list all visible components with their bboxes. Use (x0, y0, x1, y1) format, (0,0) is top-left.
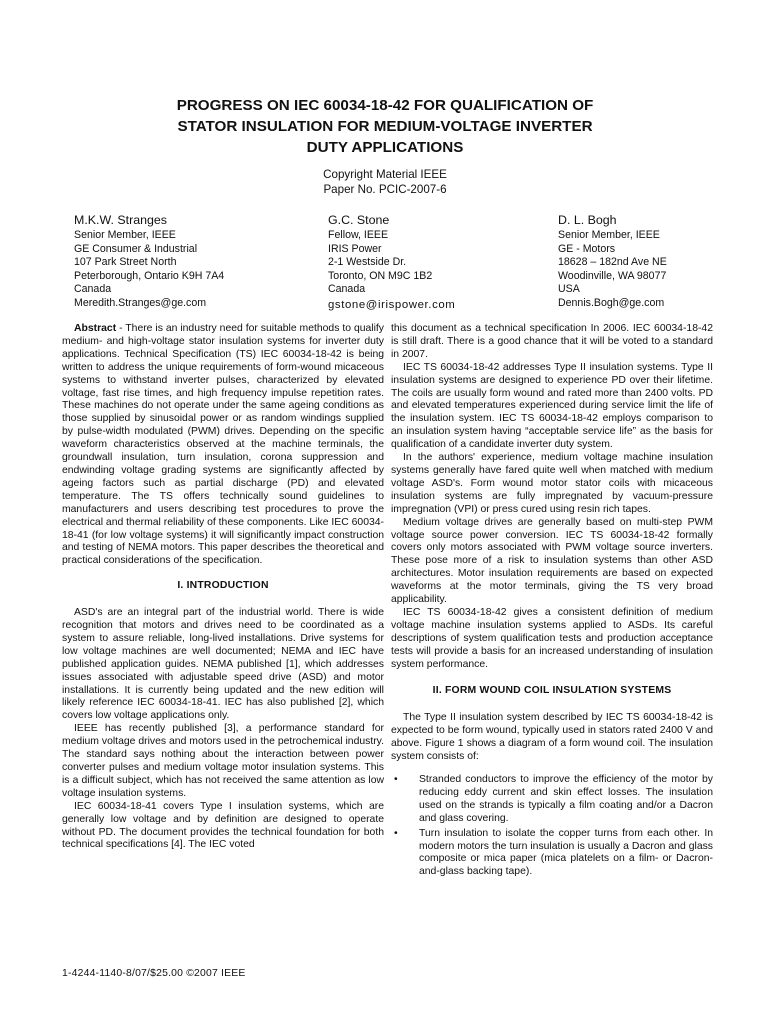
body-paragraph: Medium voltage drives are generally based on multi-step PWM voltage source power conversion. IEC TS 60034-18-42 formally covers only motors associated with PWM voltage source inverters. These pose more of a risk to insulation systems than other ASD architectures. Motor insulation requirements are based on expected waveforms at the motor terminals, giving the TS very broad applicability. (391, 516, 713, 606)
author-street: 107 Park Street North (74, 256, 177, 268)
author-email: gstone@irispower.com (328, 298, 456, 311)
body-paragraph: IEC 60034-18-41 covers Type I insulation systems, which are generally low voltage and by definition are designed to operate without PD. The document provides the technical foundation for both technical specifications [4]. The IEC voted (62, 800, 384, 851)
title-line-2: STATOR INSULATION FOR MEDIUM-VOLTAGE INVERTER (177, 118, 593, 135)
author-country: Canada (328, 283, 366, 295)
body-paragraph: ASD's are an integral part of the industrial world. There is wide recognition that motors and drives need to be coordinated as a system to assure reliable, long-lived installations. Drive systems for low voltage machines are well documented; NEMA and IEC have published application guides. NEMA published [1], which addresses issues associated with adjustable speed drive (ASD) and motor installations. It is currently being updated and the new edition will likely reference IEC 60034-18-41. IEC has also published [2], which covers low voltage applications only. (62, 607, 384, 722)
left-column (62, 323, 384, 852)
author-title: Fellow, IEEE (328, 229, 389, 241)
copyright-notice: Copyright Material IEEE (323, 168, 447, 181)
list-item-text: Turn insulation to isolate the copper turns from each other. In modern motors the turn insulation is usually a Dacron and glass composite or mica paper (mica platelets on a film- or Dacron-and-glass backing tape). (419, 827, 713, 878)
author-city: Toronto, ON M9C 1B2 (328, 269, 433, 282)
body-paragraph-continued: this document as a technical specification In 2006. IEC 60034-18-42 is still draft. There is a good chance that it will be voted to a standard in 2007. (391, 323, 713, 360)
author-bogh (558, 212, 667, 310)
body-paragraph: IEEE has recently published [3], a performance standard for medium voltage drives and motors used in the petrochemical industry. The standard says nothing about the interaction between power converter pulses and medium voltage motor insulation systems. This is a difficult subject, which has not received the same attention as low voltage insulation systems. (62, 723, 384, 799)
author-affiliation: GE Consumer & Industrial (74, 242, 198, 255)
author-name: D. L. Bogh (558, 213, 617, 227)
title-line-1: PROGRESS ON IEC 60034-18-42 FOR QUALIFICATION OF (176, 97, 594, 114)
body-paragraph: IEC TS 60034-18-42 gives a consistent definition of medium voltage machine insulation systems applied to ASDs. Its careful descriptions of system qualification tests and production acceptance tests will provide a basis for an increased understanding of insulation system performance. (391, 606, 713, 670)
bullet-icon: • (394, 827, 398, 839)
insulation-list (391, 774, 713, 879)
author-email: Dennis.Bogh@ge.com (558, 296, 665, 309)
author-country: USA (558, 283, 580, 295)
title-line-3: DUTY APPLICATIONS (306, 139, 464, 156)
author-city: Peterborough, Ontario K9H 7A4 (74, 269, 225, 282)
paper-number: Paper No. PCIC-2007-6 (323, 183, 447, 196)
author-country: Canada (74, 283, 112, 295)
abstract-text: - There is an industry need for suitable methods to qualify medium- and high-voltage stator insulation systems for inverter duty applications. Technical Specification (TS) IEC 60034-18-42 is being written to address the unique requirements of form-wound micaceous systems to withstand inverter pulses, characterized by elevated voltage, fast rise times, and high frequency impulse repetition rates. These machines do not operate under the same ageing conditions as those supplied by sinusoidal power or as random windings supplied by pulse-width modulated (PWM) drives. Depending on the specific waveform characteristics observed at the machine terminals, the groundwall insulation, turn insulation, corona suppression and endwinding voltage grading systems are significantly affected by ageing factors such as partial discharge (PD) and elevated temperature. The TS offers technically sound guidelines to manufacturers and users describing test procedures to prove the electrical and thermal reliability of these components. Like IEC 60034-18-41 (for low voltage systems) it will significantly impact construction and testing of NEMA motors. This paper describes the theoretical and practical considerations of the specification. (62, 323, 384, 567)
abstract-paragraph (62, 323, 384, 568)
list-item (391, 828, 713, 880)
author-street: 18628 – 182nd Ave NE (558, 256, 667, 268)
body-paragraph: IEC TS 60034-18-42 addresses Type II insulation systems. Type II insulation systems are designed to experience PD over their lifetime. The coils are usually form wound and rated more than 2400 volts. PD and elevated temperatures experienced during service limit the life of the insulation system. IEC TS 60034-18-42 employs comparison to an insulation system having “acceptable service life” as the basis for qualification of a candidate inverter duty system. (391, 361, 713, 451)
author-street: 2-1 Westside Dr. (328, 256, 407, 268)
author-name: M.K.W. Stranges (74, 213, 167, 227)
page-footer: 1-4244-1140-8/07/$25.00 ©2007 IEEE (62, 968, 246, 979)
list-item (391, 774, 713, 826)
body-paragraph: The Type II insulation system described by IEC TS 60034-18-42 is expected to be form wound, typically used in stators rated 2400 V and above. Figure 1 shows a diagram of a form wound coil. The insulation system consists of: (391, 712, 713, 763)
author-stranges (74, 212, 224, 310)
author-city: Woodinville, WA 98077 (558, 269, 667, 282)
copyright-block (250, 167, 520, 197)
section-heading-introduction: I. INTRODUCTION (177, 580, 269, 592)
body-paragraph: In the authors' experience, medium voltage machine insulation systems generally have fared quite well when matched with medium voltage ASD's. Form wound motor stator coils with micaceous insulation systems are fully impregnated by vacuum-pressure impregnation (VPI) or press cured using resin rich tapes. (391, 452, 713, 515)
list-item-text: Stranded conductors to improve the efficiency of the motor by reducing eddy current and skin effect losses. The insulation used on the strands is typically a film coating and/or a Dacron and glass covering. (419, 774, 713, 824)
author-title: Senior Member, IEEE (558, 229, 660, 241)
abstract-label: Abstract (74, 323, 117, 334)
author-affiliation: GE - Motors (558, 242, 616, 255)
section-heading-form-wound: II. FORM WOUND COIL INSULATION SYSTEMS (432, 685, 672, 697)
author-title: Senior Member, IEEE (74, 229, 176, 241)
right-column (391, 323, 713, 881)
author-email: Meredith.Stranges@ge.com (74, 296, 207, 309)
paper-title (130, 95, 640, 158)
author-name: G.C. Stone (328, 213, 390, 227)
author-stone (328, 212, 455, 312)
author-affiliation: IRIS Power (328, 242, 382, 255)
bullet-icon: • (394, 774, 398, 785)
